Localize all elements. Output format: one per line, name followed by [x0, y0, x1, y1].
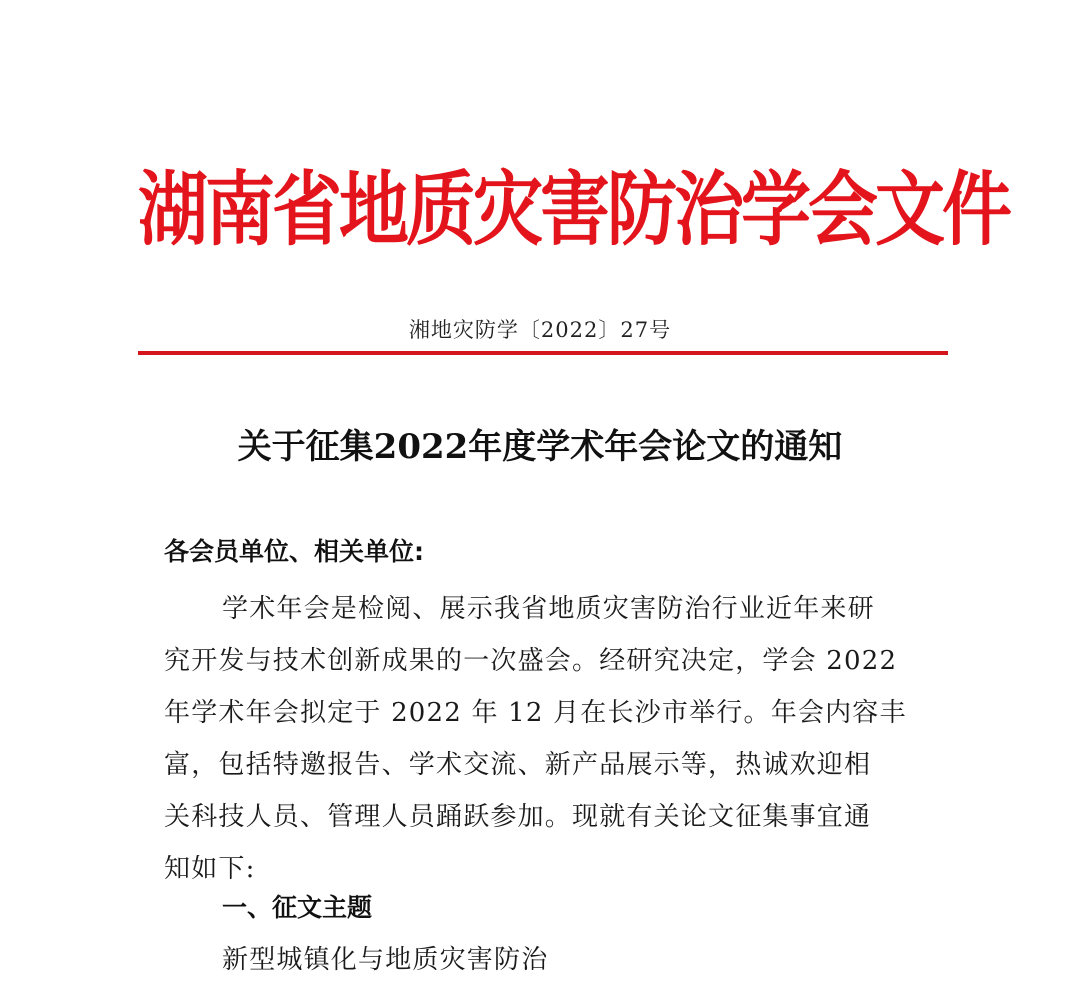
notice-title: 关于征集2022年度学术年会论文的通知 — [237, 427, 843, 467]
body-line: 年学术年会拟定于 2022 年 12 月在长沙市举行。年会内容丰 — [164, 698, 907, 728]
red-divider-line — [138, 351, 948, 355]
body-line: 富，包括特邀报告、学术交流、新产品展示等，热诚欢迎相 — [164, 750, 872, 780]
body-line: 学术年会是检阅、展示我省地质灾害防治行业近年来研 — [222, 594, 875, 624]
body-line: 关科技人员、管理人员踊跃参加。现就有关论文征集事宜通 — [164, 802, 872, 832]
body-paragraph — [164, 583, 924, 895]
salutation: 各会员单位、相关单位: — [164, 537, 424, 566]
document-number: 湘地灾防学〔2022〕27号 — [408, 318, 672, 342]
masthead-title: 湖南省地质灾害防治学会文件 — [138, 161, 1009, 258]
section-text: 新型城镇化与地质灾害防治 — [222, 945, 549, 975]
body-line: 知如下: — [164, 854, 256, 884]
section-heading: 一、征文主题 — [222, 893, 373, 922]
body-line: 究开发与技术创新成果的一次盛会。经研究决定，学会 2022 — [164, 646, 898, 676]
